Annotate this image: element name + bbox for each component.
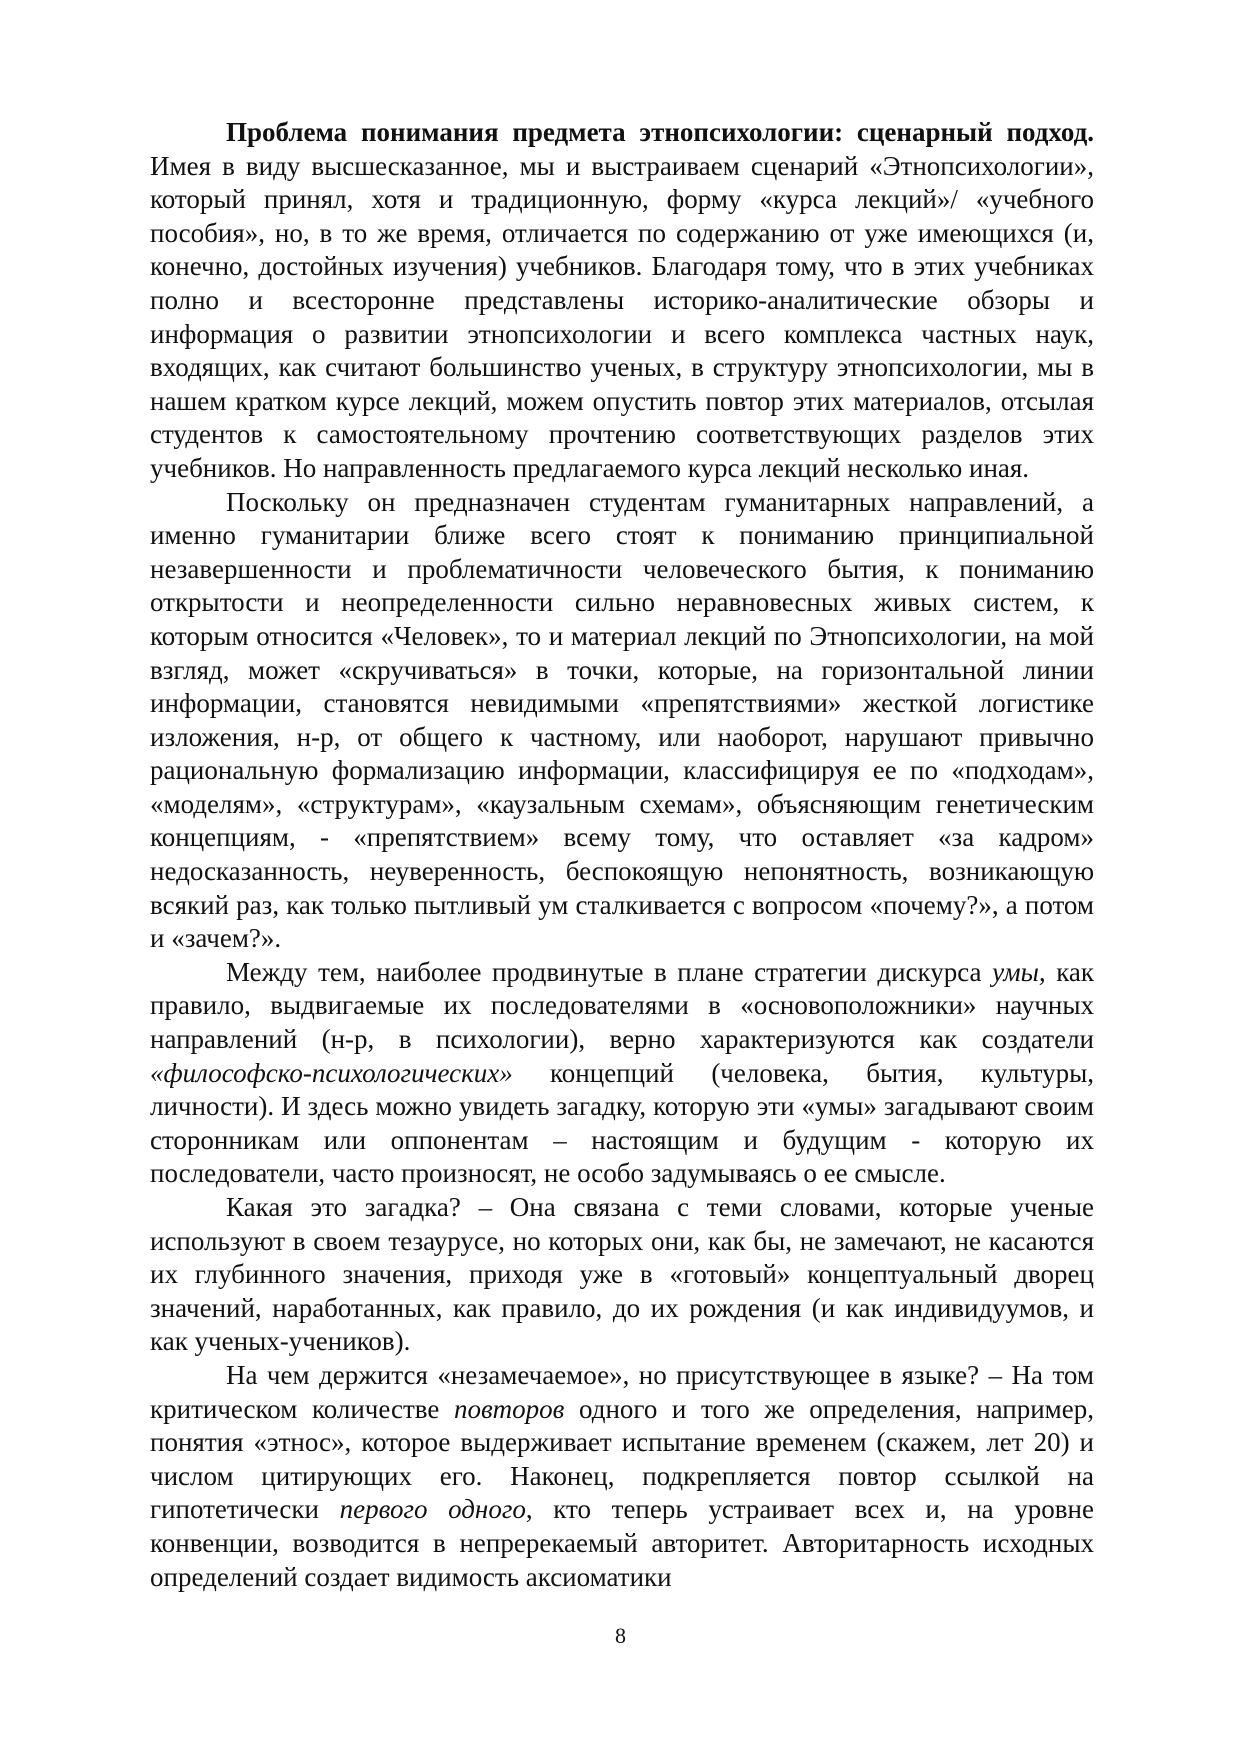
italic-term: повторов [453,1393,565,1424]
paragraph-riddle [150,1191,1094,1359]
italic-term: первого одного [339,1494,526,1525]
paragraph-text: На чем держится «незамечаемое», но присутствующее в языке? – На том критическом количестве [150,1359,1094,1424]
paragraph-scenario-approach [150,116,1094,486]
paragraph-text: концепций (человека, бытия, культуры, личности). И здесь можно увидеть загадку, которую эти «умы» загадывают своим сторонникам или оппонентам – настоящим и будущим - которую их последователи, часто произносят, не особо задумываясь о ее смысле. [150,1057,1094,1189]
body-text [150,116,1094,1594]
paragraph-text: Между тем, наиболее продвинутые в плане стратегии дискурса [226,956,993,987]
italic-term: «философско-психологических» [150,1057,513,1088]
paragraph-text: как правило, выдвигаемые их последователями в «основоположники» научных направлений (н-р, в психологии), верно характеризуются как создатели [150,956,1095,1055]
paragraph-text: , кто теперь устраивает всех и, на уровне конвенции, возводится в непререкаемый авторитет. Авторитарность исходных определений создает видимость аксиоматики [150,1494,1094,1592]
paragraph-text: Какая это загадка? – Она связана с теми словами, которые ученые используют в своем тезаурусе, но которых они, как бы, не замечают, не касаются их глубинного значения, приходя уже в «готовый» концептуальный дворец значений, наработанных, как правило, до их рождения (и как индивидуумов, и как ученых-учеников). [150,1192,1094,1357]
paragraph-minds [150,956,1094,1191]
paragraph-unnoticed [150,1359,1094,1594]
paragraph-text: одного и того же определения, например, понятия «этнос», которое выдерживает испытание временем (скажем, лет 20) и числом цитирующих его. Наконец, подкрепляется повтор ссылкой на гипотетически [150,1393,1094,1525]
paragraph-text: Имея в виду высшесказанное, мы и выстраиваем сценарий «Этнопсихологии», который принял, хотя и традиционную, форму «курса лекций»/ «учебного пособия», но, в то же время, отличается по содержанию от уже имеющихся (и, конечно, достойных изучения) учебников. Благодаря тому, что в этих учебниках полно и всесторонне представлены историко-аналитические обзоры и информация о развитии этнопсихологии и всего комплекса частных наук, входящих, как считают большинство ученых, в структуру этнопсихологии, мы в нашем кратком курсе лекций, можем опустить повтор этих материалов, отсылая студентов к самостоятельному прочтению соответствующих разделов этих учебников. Но направленность предлагаемого курса лекций несколько иная. [150,150,1094,483]
italic-term: умы, [992,956,1046,987]
paragraph-humanities [150,486,1094,956]
paragraph-text: Поскольку он предназначен студентам гуманитарных направлений, а именно гуманитарии ближе всего стоят к пониманию принципиальной незавершенности и проблематичности человеческого бытия, к пониманию открытости и неопределенности сильно неравновесных живых систем, к которым относится «Человек», то и материал лекций по Этнопсихологии, на мой взгляд, может «скручиваться» в точки, которые, на горизонтальной линии информации, становятся невидимыми «препятствиями» жесткой логистике изложения, н-р, от общего к частному, или наоборот, нарушают привычно рациональную формализацию информации, классифицируя ее по «подходам», «моделям», «структурам», «каузальным схемам», объясняющим генетическим концепциям, - «препятствием» всему тому, что оставляет «за кадром» недосказанность, неуверенность, беспокоящую непонятность, возникающую всякий раз, как только пытливый ум сталкивается с вопросом «почему?», а потом и «зачем?». [150,486,1094,954]
page-number: 8 [615,1623,626,1648]
section-heading: Проблема понимания предмета этнопсихологии: сценарный подход. [226,117,1094,147]
